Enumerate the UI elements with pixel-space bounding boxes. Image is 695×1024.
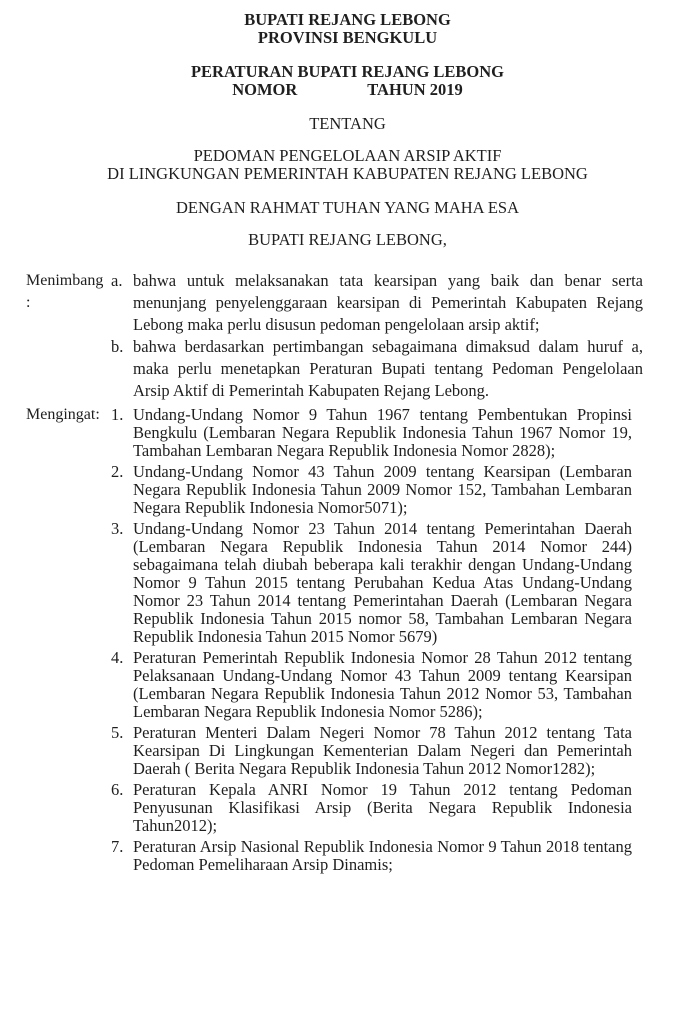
org-name: BUPATI REJANG LEBONG [244,10,451,29]
list-item-text: Undang-Undang Nomor 43 Tahun 2009 tentang Kearsipan (Lembaran Negara Republik Indonesia Tahun 2009 Nomor 152, Tambahan Lembaran Negara Republik Indonesia Nomor5071); [133,462,632,517]
menimbang-item [111,336,643,402]
list-marker: 4. [111,648,124,667]
list-marker: 2. [111,462,124,481]
subject-line-2: DI LINGKUNGAN PEMERINTAH KABUPATEN REJANG LEBONG [107,164,588,183]
menimbang-label: Menimbang : [26,272,104,311]
nomor-label: NOMOR [232,80,298,99]
mengingat-item [111,520,632,646]
mengingat-item [111,781,632,835]
list-marker: 5. [111,723,124,742]
mengingat-item [111,838,632,874]
document-body [0,270,695,877]
menimbang-items [111,270,643,402]
mengingat-items [111,406,632,877]
list-item-text: Peraturan Arsip Nasional Republik Indonesia Nomor 9 Tahun 2018 tentang Pedoman Pemeliharaan Arsip Dinamis; [133,837,632,874]
mengingat-item [111,724,632,778]
tahun-label: TAHUN 2019 [367,80,463,99]
org-heading [0,11,695,47]
list-marker: 6. [111,780,124,799]
list-item-text: bahwa berdasarkan pertimbangan sebagaimana dimaksud dalam huruf a, maka perlu menetapkan Peraturan Bupati tentang Pedoman Pengelolaan Arsip Aktif di Pemerintah Kabupaten Rejang Lebong. [133,337,643,400]
mengingat-item [111,649,632,721]
menimbang-item [111,270,643,336]
subject-line-1: PEDOMAN PENGELOLAAN ARSIP AKTIF [193,146,502,165]
regulation-title: PERATURAN BUPATI REJANG LEBONG [190,62,505,81]
list-marker: 7. [111,837,124,856]
subject-heading [0,147,695,183]
list-item-text: Peraturan Kepala ANRI Nomor 19 Tahun 2012 tentang Pedoman Penyusunan Klasifikasi Arsip (Berita Negara Republik Indonesia Tahun2012); [133,780,632,835]
list-item-text: Undang-Undang Nomor 23 Tahun 2014 tentang Pemerintahan Daerah (Lembaran Negara Republik Indonesia Tahun 2014 Nomor 244) sebagaimana telah diubah beberapa kali terakhir dengan Undang-Undang Nomor 9 Tahun 2015 tentang Perubahan Kedua Atas Undang-Undang Nomor 23 Tahun 2014 tentang Pemerintahan Daerah (Lembaran Negara Republik Indonesia Tahun 2015 nomor 58, Tambahan Lembaran Negara Republik Indonesia Tahun 2015 Nomor 5679) [133,519,632,646]
regulation-number-line [0,81,695,99]
list-item-text: Undang-Undang Nomor 9 Tahun 1967 tentang Pembentukan Propinsi Bengkulu (Lembaran Negara Republik Indonesia Tahun 1967 Nomor 19, Tambahan Lembaran Negara Republik Indonesia Nomor 2828); [133,405,632,460]
list-marker: 3. [111,519,124,538]
list-marker: a. [111,271,123,290]
list-marker: 1. [111,405,124,424]
issuer-line: BUPATI REJANG LEBONG, [248,230,447,249]
menimbang-section [0,270,695,402]
document-header [0,0,695,249]
mengingat-item [111,463,632,517]
mengingat-item [111,406,632,460]
list-item-text: bahwa untuk melaksanakan tata kearsipan yang baik dan benar serta menunjang penyelenggaraan kearsipan di Pemerintah Kabupaten Rejang Lebong maka perlu disusun pedoman pengelolaan arsip aktif; [133,271,643,334]
list-item-text: Peraturan Menteri Dalam Negeri Nomor 78 Tahun 2012 tentang Tata Kearsipan Di Lingkungan Kementerian Dalam Negeri dan Pemerintah Daerah ( Berita Negara Republik Indonesia Tahun 2012 Nomor1282); [133,723,632,778]
nomor-gap [297,81,367,99]
regulation-heading [0,63,695,99]
invocation-line: DENGAN RAHMAT TUHAN YANG MAHA ESA [175,198,519,217]
mengingat-label: Mengingat: [26,406,100,423]
list-marker: b. [111,337,124,356]
mengingat-section [0,406,695,877]
province-name: PROVINSI BENGKULU [257,28,438,47]
tentang-label: TENTANG [309,114,386,133]
list-item-text: Peraturan Pemerintah Republik Indonesia Nomor 28 Tahun 2012 tentang Pelaksanaan Undang-Undang Nomor 43 Tahun 2009 tentang Kearsipan (Lembaran Negara Republik Indonesia Tahun 2012 Nomor 53, Tambahan Lembaran Negara Republik Indonesia Nomor 5286); [133,648,632,721]
